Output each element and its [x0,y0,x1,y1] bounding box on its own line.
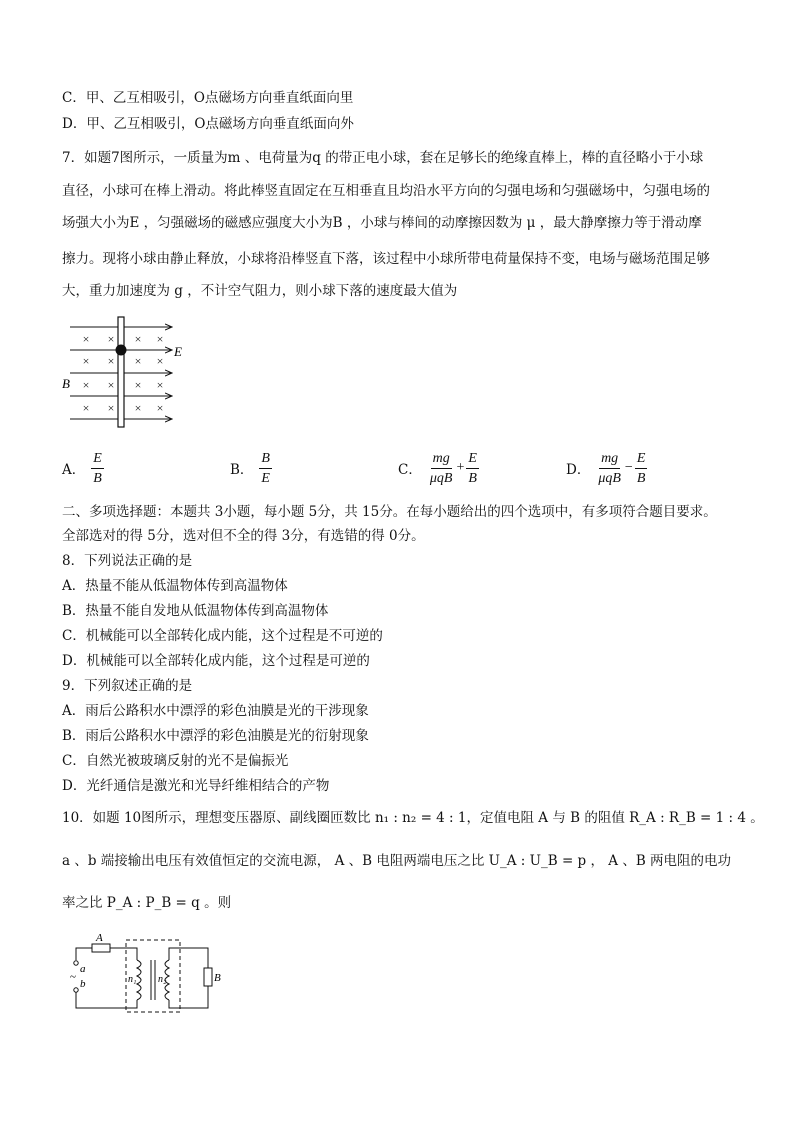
svg-text:×: × [134,401,142,415]
svg-text:×: × [82,354,90,368]
q7-option-c: C． $\frac{mg}{\text{μqB}}$ + $\frac{E}{B}$ [398,450,477,486]
q7-label-e: E [174,344,182,359]
q10-circuit-figure [62,930,222,1020]
q10-stem-line-1: 10．如题 10图所示，理想变压器原、副线圈匝数比 n₁ : n₂ = 4 : 1，定值电阻 A 与 B 的阻值 R_A : R_B = 1 : 4 。 [62,810,764,826]
svg-text:×: × [107,378,115,392]
label-resistor-a: A [96,932,103,944]
q7-stem-line-4: 擦力。现将小球由静止释放，小球将沿棒竖直下落，该过程中小球所带电荷量保持不变，电场与磁场范围足够 [62,251,710,267]
q7-option-b: B． $\frac{B}{E}$ [230,450,270,486]
fraction: $\frac{E}{B}$ [468,450,477,486]
q9-stem: 9．下列叙述正确的是 [62,678,193,694]
resistor-b [204,968,212,986]
fraction: $\frac{E}{B}$ [93,450,102,486]
q7-rod [118,317,124,427]
q7-stem-line-1: 7．如题7图所示，一质量为m 、电荷量为q 的带正电小球，套在足够长的绝缘直棒上，棒的直径略小于小球 [62,150,704,166]
q8-option-a: A．热量不能从低温物体传到高温物体 [62,578,288,594]
q7-ball [116,345,127,356]
svg-text:×: × [134,378,142,392]
ac-source-symbol: ~ [70,971,76,983]
terminal-a [74,961,78,965]
section2-heading-line-2: 全部选对的得 5分，选对但不全的得 3分，有选错的得 0分。 [62,528,425,544]
svg-text:×: × [156,401,164,415]
q8-option-b: B．热量不能自发地从低温物体传到高温物体 [62,603,329,619]
svg-text:×: × [107,332,115,346]
q7-stem-line-5: 大，重力加速度为 g ，不计空气阻力，则小球下落的速度最大值为 [62,283,458,299]
terminal-b [74,988,78,992]
q8-option-c: C．机械能可以全部转化成内能，这个过程是不可逆的 [62,628,383,644]
fraction: $\frac{E}{B}$ [636,450,646,486]
label-terminal-a: a [80,963,86,975]
q7-stem-line-3: 场强大小为E ，匀强磁场的磁感应强度大小为B ，小球与棒间的动摩擦因数为 μ ，最大静摩擦力等于滑动摩 [62,215,702,231]
q10-stem-line-2: a 、b 端接输出电压有效值恒定的交流电源， A 、B 电阻两端电压之比 U_A : U_B = p ， A 、B 两电阻的电功 [62,853,732,869]
fraction: $\frac{B}{E}$ [261,450,270,486]
secondary-wire [169,948,208,1008]
q9-option-c: C．自然光被玻璃反射的光不是偏振光 [62,753,289,769]
svg-text:×: × [82,401,90,415]
q7-option-d: D． $\frac{mg}{\text{μqB}}$ − $\frac{E}{B}$ [566,450,646,486]
svg-text:×: × [156,378,164,392]
label-terminal-b: b [80,978,86,990]
svg-text:×: × [107,401,115,415]
fraction: $\frac{mg}{\text{μqB}}$ [429,450,453,486]
q9-option-b: B．雨后公路积水中漂浮的彩色油膜是光的衍射现象 [62,728,369,744]
svg-text:×: × [156,354,164,368]
svg-text:×: × [134,354,142,368]
q7-option-a: A． $\frac{E}{B}$ [62,450,102,486]
q6-option-d: D．甲、乙互相吸引，O点磁场方向垂直纸面向外 [62,116,354,132]
svg-text:×: × [134,332,142,346]
primary-coil [137,960,141,1000]
svg-text:×: × [82,332,90,346]
q7-stem-line-2: 直径，小球可在棒上滑动。将此棒竖直固定在互相垂直且均沿水平方向的匀强电场和匀强磁场中，匀强电场的 [62,183,710,199]
q10-stem-line-3: 率之比 P_A : P_B = q 。则 [62,895,232,911]
q8-stem: 8．下列说法正确的是 [62,553,193,569]
q6-option-c: C．甲、乙互相吸引，O点磁场方向垂直纸面向里 [62,90,354,106]
label-n1: n₁ [128,974,137,985]
q7-label-b: B [62,376,70,391]
section2-heading-line-1: 二、多项选择题：本题共 3小题，每小题 5分，共 15分。在每小题给出的四个选项中，有多项符合题目要求。 [62,504,717,520]
svg-text:×: × [107,354,115,368]
q7-figure [60,312,195,432]
fraction: $\frac{mg}{\text{μqB}}$ [598,450,621,486]
label-n2: n₂ [158,974,167,985]
svg-text:×: × [82,378,90,392]
q9-option-a: A．雨后公路积水中漂浮的彩色油膜是光的干涉现象 [62,703,369,719]
label-resistor-b: B [214,972,221,984]
q8-option-d: D．机械能可以全部转化成内能，这个过程是可逆的 [62,653,370,669]
resistor-a [92,944,110,952]
svg-text:×: × [156,332,164,346]
q9-option-d: D．光纤通信是激光和光导纤维相结合的产物 [62,778,330,794]
